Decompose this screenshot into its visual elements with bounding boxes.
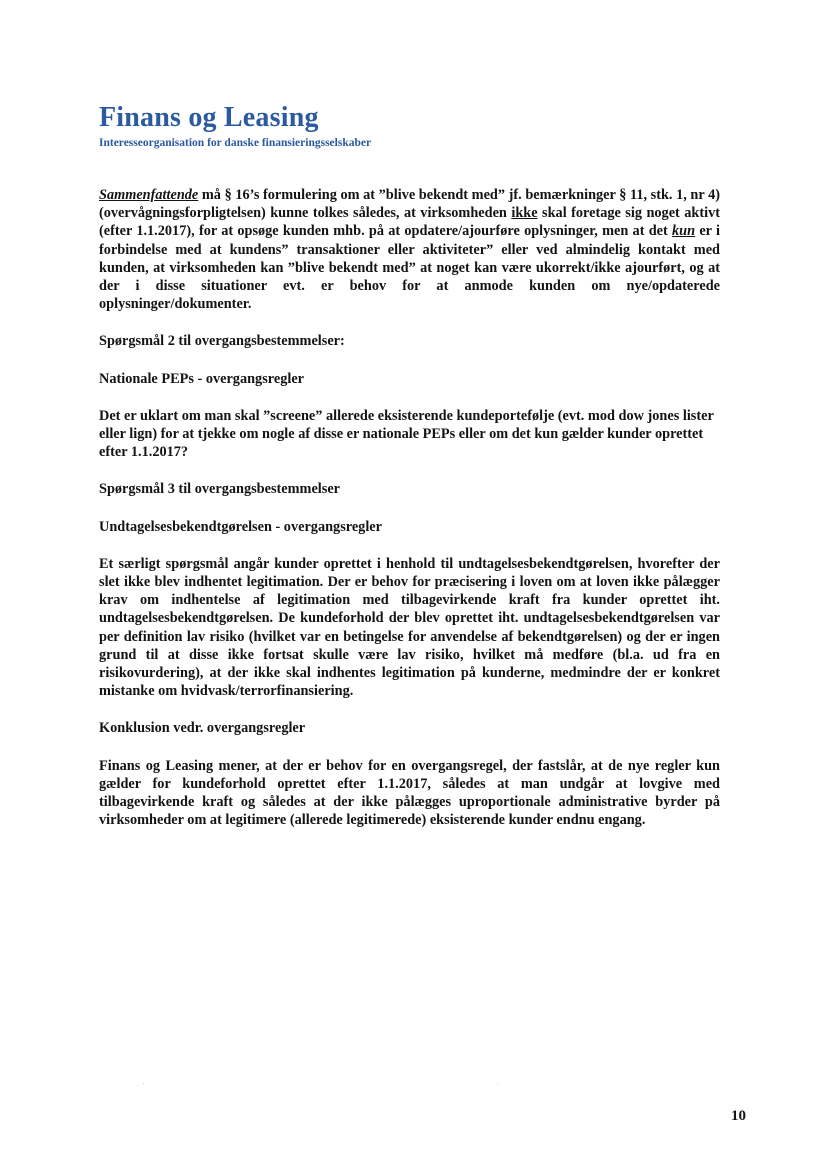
section2-subheading: Nationale PEPs - overgangsregler	[99, 370, 305, 387]
section2-heading: Spørgsmål 2 til overgangsbestemmelser:	[99, 333, 345, 350]
scan-speck	[143, 1083, 144, 1084]
conclusion-body: Finans og Leasing mener, at der er behov for en overgangsregel, der fastslår, at de nye regler kun gælder for kundeforhold oprettet efter 1.1.2017, således at man undgår at lovgive med tilbagevirkende kraft og således at der ikke pålægges uproportionale administrative byrder på virksomheder om at legitimere (allerede legitimerede) eksisterende kunder endnu engang.	[99, 757, 720, 829]
scan-speck	[497, 1083, 498, 1084]
summary-text-b: skal foretage sig noget aktivt (efter 1.1.2017), for at opsøge kunden mhb. på at opdatere/ajourføre oplysninger, men at det	[99, 205, 720, 240]
section3-heading: Spørgsmål 3 til overgangsbestemmelser	[99, 481, 341, 498]
section2-body: Det er uklart om man skal ”screene” allerede eksisterende kundeportefølje (evt. mod dow jones lister eller lign) for at tjekke om nogle af disse er nationale PEPs eller om det kun gælder kunder oprettet efter 1.1.2017?	[99, 407, 714, 461]
emphasis-ikke: ikke	[511, 205, 538, 222]
org-subtitle: Interesseorganisation for danske finansieringsselskaber	[99, 137, 372, 149]
summary-text-c: er i forbindelse med at kundens” transaktioner eller aktiviteter” eller ved almindelig kontakt med kunden, at virksomheden kan ”blive bekendt med” at noget kan være ukorrekt/ikke ajourført, og at der i disse situationer evt. er behov for at anmode kunden om nye/opdaterede oplysninger/dokumenter.	[99, 223, 720, 313]
document-body	[99, 186, 720, 829]
summary-text-a: må § 16’s formulering om at ”blive bekendt med” jf. bemærkninger § 11, stk. 1, nr 4) (overvågningsforpligtelsen) kunne tolkes således, at virksomheden	[99, 187, 720, 222]
emphasis-kun: kun	[672, 223, 696, 240]
lead-word: Sammenfattende	[99, 187, 199, 203]
org-name-heading: Finans og Leasing	[99, 102, 319, 133]
section3-subheading: Undtagelsesbekendtgørelsen - overgangsregler	[99, 518, 382, 535]
conclusion-heading: Konklusion vedr. overgangsregler	[99, 720, 306, 737]
section3-body: Et særligt spørgsmål angår kunder oprettet i henhold til undtagelsesbekendtgørelsen, hvorefter der slet ikke blev indhentet legitimation. Der er behov for præcisering i loven om at loven ikke pålægger krav om indhentelse af legitimation med tilbagevirkende kraft fra kunder oprettet iht. undtagelsesbekendtgørelsen. De kundeforhold der blev oprettet iht. undtagelsesbekendtgørelsen var per definition lav risiko (hvilket var en betingelse for anvendelse af bekendtgørelsen) og der er ingen grund til at disse ikke fortsat skulle være lav risiko, hvilket må medføre (bl.a. ud fra en risikovurdering), at der ikke skal indhentes legitimation på kunderne, medmindre der er konkret mistanke om hvidvask/terrorfinansiering.	[99, 555, 720, 700]
summary-paragraph	[99, 186, 720, 313]
page-number: 10	[731, 1108, 746, 1124]
